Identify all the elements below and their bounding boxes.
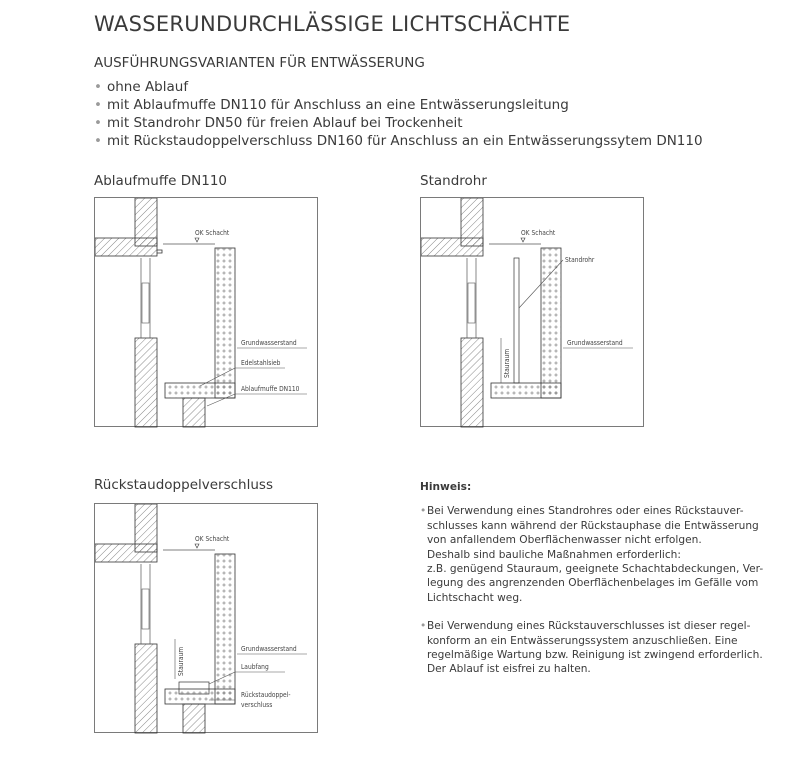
- note-line: Der Ablauf ist eisfrei zu halten.: [427, 663, 591, 676]
- label-rueckstau-2: verschluss: [241, 701, 273, 709]
- note-line: Lichtschacht weg.: [427, 591, 523, 604]
- label-rueckstau-1: Rückstaudoppel-: [241, 691, 291, 699]
- label-stauraum: Stauraum: [503, 348, 511, 378]
- figure-standrohr: [420, 197, 644, 427]
- page-title: WASSERUNDURCHLÄSSIGE LICHTSCHÄCHTE: [94, 12, 571, 36]
- variant-item: • mit Rückstaudoppelverschluss DN160 für Anschluss an ein Entwässerungssytem DN110: [94, 132, 703, 150]
- note-line: von anfallendem Oberflächenwasser nicht erfolgen.: [427, 534, 702, 547]
- label-grundwasserstand: Grundwasserstand: [567, 339, 623, 347]
- note-line: Deshalb sind bauliche Maßnahmen erforderlich:: [427, 548, 681, 561]
- figure-title-rueckstau: Rückstaudoppelverschluss: [94, 477, 273, 493]
- figure-title-ablaufmuffe: Ablaufmuffe DN110: [94, 173, 228, 189]
- label-grundwasserstand: Grundwasserstand: [241, 339, 297, 347]
- label-ok-schacht: OK Schacht: [195, 535, 230, 543]
- note-line: • Bei Verwendung eines Standrohres oder eines Rückstauver-: [427, 505, 744, 518]
- note-line: konform an ein Entwässerungssystem anzuschließen. Eine: [427, 634, 738, 647]
- label-ok-schacht: OK Schacht: [195, 229, 230, 237]
- label-grundwasserstand: Grundwasserstand: [241, 645, 297, 653]
- label-ablaufmuffe: Ablaufmuffe DN110: [241, 385, 300, 393]
- note-paragraph-1: [420, 504, 764, 605]
- figure-title-standrohr: Standrohr: [420, 173, 487, 189]
- ablaufmuffe-drawing: [95, 198, 319, 428]
- label-standrohr: Standrohr: [565, 256, 595, 264]
- rueckstau-drawing: [95, 504, 319, 734]
- section-subtitle: AUSFÜHRUNGSVARIANTEN FÜR ENTWÄSSERUNG: [94, 55, 425, 71]
- note-line: • Bei Verwendung eines Rückstauverschlusses ist dieser regel-: [427, 620, 751, 633]
- label-stauraum: Stauraum: [177, 646, 185, 676]
- note-line: z.B. genügend Stauraum, geeignete Schachtabdeckungen, Ver-: [427, 563, 764, 576]
- note-line: regelmäßige Wartung bzw. Reinigung ist zwingend erforderlich.: [427, 649, 763, 662]
- variant-item: • mit Ablaufmuffe DN110 für Anschluss an eine Entwässerungsleitung: [94, 96, 703, 114]
- variant-item: • mit Standrohr DN50 für freien Ablauf bei Trockenheit: [94, 114, 703, 132]
- note-block: [420, 480, 764, 691]
- figure-ablaufmuffe: [94, 197, 318, 427]
- variant-list: [94, 78, 703, 150]
- label-laubfang: Laubfang: [241, 663, 269, 671]
- variant-item: • ohne Ablauf: [94, 78, 703, 96]
- label-edelstahlsieb: Edelstahlsieb: [241, 359, 281, 367]
- note-line: legung des angrenzenden Oberflächenbelages im Gefälle vom: [427, 577, 759, 590]
- note-paragraph-2: [420, 619, 763, 677]
- standrohr-drawing: [421, 198, 645, 428]
- note-line: schlusses kann während der Rückstauphase die Entwässerung: [427, 519, 759, 532]
- note-title: Hinweis:: [420, 481, 472, 493]
- label-ok-schacht: OK Schacht: [521, 229, 556, 237]
- figure-rueckstau: [94, 503, 318, 733]
